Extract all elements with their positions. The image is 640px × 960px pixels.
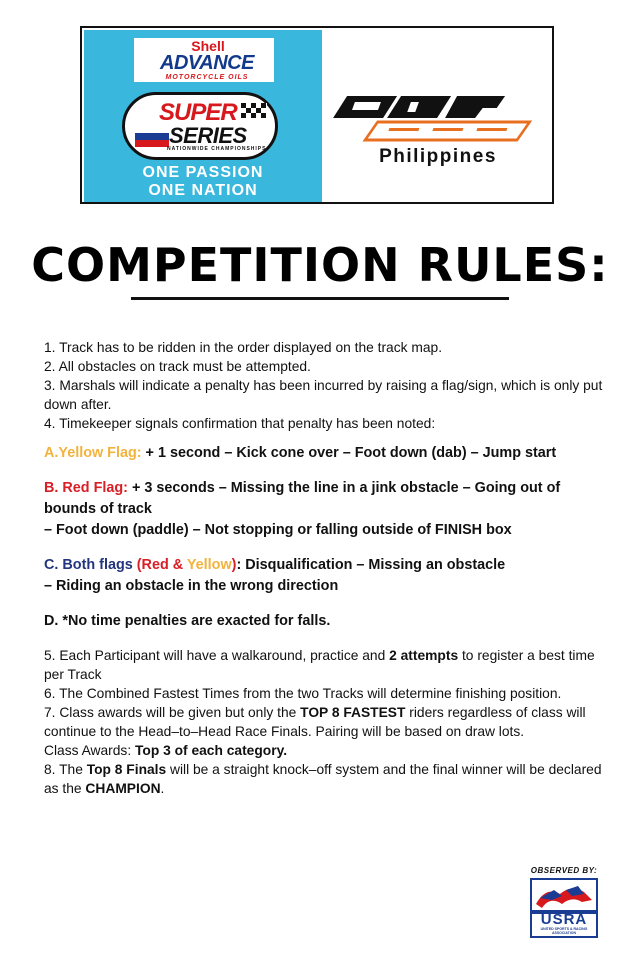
rule-8-period: . (160, 781, 165, 796)
rule-6: 6. The Combined Fastest Times from the two Tracks will determine finishing position. (44, 686, 562, 701)
both-flags-open: ( (132, 557, 142, 573)
rule-8-text-a: 8. The (44, 762, 87, 777)
slogan-line-2: ONE NATION (148, 182, 258, 199)
observed-by-block (524, 866, 604, 938)
penalty-c-line-2: – Riding an obstacle in the wrong direction (44, 578, 339, 594)
usra-text: USRA (540, 911, 588, 928)
usra-logo (530, 878, 598, 938)
shell-tagline: MOTORCYCLE OILS (165, 74, 249, 81)
penalty-b (44, 478, 614, 520)
observed-by-label: OBSERVED BY: (530, 866, 598, 875)
red-flag-text-1: + 3 seconds – Missing the line in a jink obstacle – Going out of bounds of track (44, 480, 561, 517)
checkered-flag-icon (241, 103, 267, 121)
rule-5-text-c: to register a best time per Track (44, 648, 595, 682)
rule-3: 3. Marshals will indicate a penalty has been incurred by raising a flag/sign, which is only put down after. (44, 378, 603, 412)
penalty-b-line-2: – Foot down (paddle) – Not stopping or falling outside of FINISH box (44, 522, 512, 538)
both-flags-close: ) (231, 557, 237, 573)
usra-subtitle: UNITED SPORTS & RACING ASSOCIATION (540, 927, 588, 935)
sponsor-header (80, 26, 554, 204)
duke-hana-logo (330, 88, 554, 144)
rule-1: 1. Track has to be ridden in the order displayed on the track map. (44, 340, 443, 355)
class-awards-value: Top 3 of each category. (135, 743, 288, 758)
rule-7-text-c: riders regardless of class will continue to the Head–to–Head Race Finals. Pairing will be based on draw lots. (44, 705, 586, 739)
red-flag-label: B. Red Flag: (44, 480, 128, 496)
rule-7-bold: TOP 8 FASTEST (300, 705, 406, 720)
yellow-flag-label: A.Yellow Flag: (44, 445, 142, 461)
shell-product-text: ADVANCE (160, 52, 254, 74)
rule-5 (44, 646, 614, 684)
penalty-c (44, 555, 614, 576)
rule-8-champion: CHAMPION (85, 781, 161, 796)
flag-stripe-icon-red (135, 140, 169, 147)
shell-advance-panel (84, 30, 322, 202)
usra-emblem-icon (532, 880, 596, 914)
rule-2: 2. All obstacles on track must be attempted. (44, 359, 311, 374)
rule-5-text-a: 5. Each Participant will have a walkaround, practice and (44, 648, 390, 663)
penalty-a (44, 443, 614, 464)
super-series-badge (122, 92, 278, 160)
page-title: COMPETITION RULES: (31, 238, 609, 292)
rule-7 (44, 703, 614, 741)
series-word: SERIES (169, 123, 247, 148)
flag-stripe-icon (135, 133, 169, 140)
title-underline (131, 297, 509, 300)
class-awards-label: Class Awards: (44, 743, 135, 758)
rule-8-bold: Top 8 Finals (86, 762, 167, 777)
slogan-line-1: ONE PASSION (142, 164, 264, 181)
sponsor-country: Philippines (379, 146, 497, 167)
rule-7-text-a: 7. Class awards will be given but only the (44, 705, 301, 720)
rule-8-text-c: will be a straight knock–off system and the final winner will be declared as the (44, 762, 602, 796)
both-flags-yellow: Yellow (186, 557, 232, 573)
both-flags-text-1: : Disqualification – Missing an obstacle (236, 557, 506, 573)
both-flags-red: Red (141, 557, 169, 573)
shell-brand-text: Shell (191, 38, 225, 54)
rule-8 (44, 760, 614, 798)
yellow-flag-text: + 1 second – Kick cone over – Foot down (dab) – Jump start (141, 445, 557, 461)
rules-body (44, 338, 614, 798)
series-subtitle: NATIONWIDE CHAMPIONSHIPS (167, 146, 267, 152)
both-flags-amp: & (168, 557, 187, 573)
rule-5-bold: 2 attempts (389, 648, 459, 663)
rule-4: 4. Timekeeper signals confirmation that penalty has been noted: (44, 416, 436, 431)
both-flags-label: C. Both flags (44, 557, 133, 573)
super-word: SUPER (159, 99, 237, 126)
rule-7-class-awards (44, 741, 614, 760)
penalty-d: D. *No time penalties are exacted for falls. (44, 613, 331, 629)
